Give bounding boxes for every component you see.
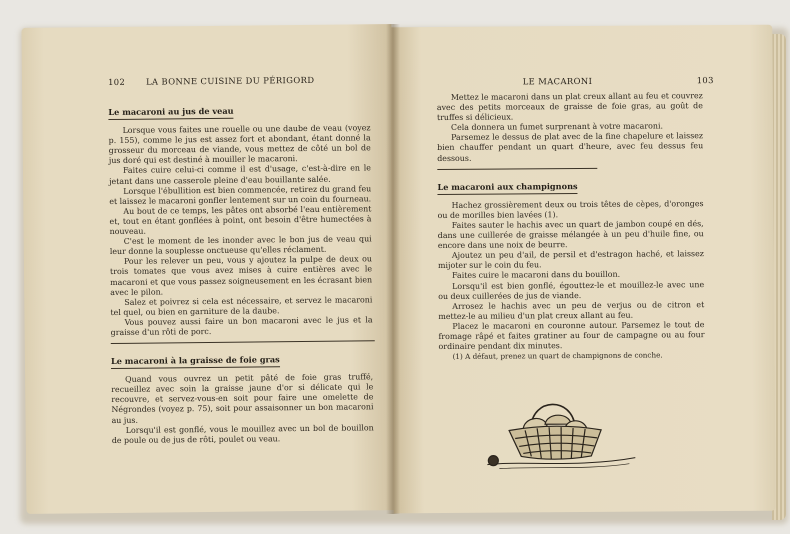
paragraph: Faites cuire le macaroni dans du bouillon. xyxy=(452,270,621,281)
paragraph: Faites sauter le hachis avec un quart de jambon coupé en dés, dans une cuillerée de graisse mélangée à un peu d'huile fine, ou encore dans une noix de beurre. xyxy=(437,219,704,251)
paragraph: Hachez grossièrement deux ou trois têtes de cèpes, d'oronges ou de morilles bien lavées (1). xyxy=(437,198,704,220)
paragraph: Mettez le macaroni dans un plat creux allant au feu et couvrez avec des petits morceaux de graisse de foie gras, au goût de truffes si délicieux. xyxy=(436,91,703,123)
paragraph: Lorsqu'il est gonflé, vous le mouillez avec un bol de bouillon de poule ou de jus de rôti, poulet ou veau. xyxy=(111,422,374,445)
paragraph: C'est le moment de les inonder avec le bon jus de veau qui leur donne la souplesse onctueuse qu'elles réclament. xyxy=(109,234,372,257)
open-book xyxy=(14,14,786,520)
left-page xyxy=(21,24,396,514)
right-running-head: LE MACARONI xyxy=(522,75,593,87)
footnote: (1) A défaut, prenez un quart de champignons de conche. xyxy=(452,350,663,362)
paragraph: Cela donnera un fumet surprenant à votre macaroni. xyxy=(450,121,664,133)
section-divider xyxy=(437,168,597,170)
recipe-title-champignons: Le macaroni aux champignons xyxy=(437,181,577,195)
paragraph: Salez et poivrez si cela est nécessaire, et servez le macaroni tel quel, ou bien en garniture de la daube. xyxy=(110,294,373,317)
section-divider xyxy=(111,340,375,344)
paragraph: Pour les relever un peu, vous y ajoutez la pulpe de deux ou trois tomates que vous avez mises à cuire entières avec le macaroni et que vous passez soigneusement en les écrasant bien avec le pilon. xyxy=(109,254,373,297)
left-running-head: LA BONNE CUISINE DU PÉRIGORD xyxy=(145,74,315,87)
right-page xyxy=(390,25,775,514)
paragraph: Faites cuire celui-ci comme il est d'usage, c'est-à-dire en le jetant dans une casserole pleine d'eau bouillante salée. xyxy=(109,163,372,186)
paragraph: Placez le macaroni en couronne autour. Parsemez le tout de fromage râpé et faites gratiner au four de campagne ou au four ordinaire pendant dix minutes. xyxy=(438,320,705,352)
left-page-text xyxy=(108,98,374,446)
paragraph: Lorsqu'il est bien gonflé, égouttez-le et mouillez-le avec une ou deux cuillerées de jus de viande. xyxy=(438,279,705,301)
recipe-title-graisse-foie-gras: Le macaroni à la graisse de foie gras xyxy=(111,354,280,369)
paragraph: Parsemez le dessus de plat avec de la fine chapelure et laissez bien chauffer pendant un quart d'heure, avec feu dessus feu dessous. xyxy=(437,131,704,163)
book-gutter xyxy=(386,24,400,514)
right-page-text xyxy=(437,91,705,362)
mushroom-basket-illustration xyxy=(479,386,640,473)
paragraph: Vous pouvez aussi faire un bon macaroni avec le jus et la graisse d'un rôti de porc. xyxy=(110,315,373,338)
recipe-title-jus-de-veau: Le macaroni au jus de veau xyxy=(108,106,233,120)
left-page-number: 102 xyxy=(107,76,126,88)
paragraph: Ajoutez un peu d'ail, de persil et d'estragon haché, et laissez mijoter sur le coin du feu. xyxy=(437,249,704,271)
paragraph: Lorsque vous faites une rouelle ou une daube de veau (voyez p. 155), comme le jus est assez fort et abondant, étant donné la grosseur du morceau de viande, vous mettez de côté un bol de jus doré qui est destiné à mouiller le macaroni. xyxy=(108,123,371,166)
paragraph: Quand vous ouvrez un petit pâté de foie gras truffé, recueillez avec soin la graisse jaune d'or si délicate qui le recouvre, et servez-vous-en soit pour faire une omelette de Négrondes (voyez p. 75), soit pour assaisonner un bon macaroni au jus. xyxy=(111,372,374,425)
paragraph: Lorsque l'ébullition est bien commencée, retirez du grand feu et laissez le macaroni gonfler lentement sur un coin du fourneau. xyxy=(109,183,372,206)
right-page-number: 103 xyxy=(696,75,714,86)
paragraph: Au bout de ce temps, les pâtes ont absorbé l'eau entièrement et, tout en étant gonflées à point, ont besoin d'être humectées à nouveau. xyxy=(109,204,372,237)
paragraph: Arrosez le hachis avec un peu de verjus ou de citron et mettez-le au milieu d'un plat creux allant au feu. xyxy=(438,299,705,321)
